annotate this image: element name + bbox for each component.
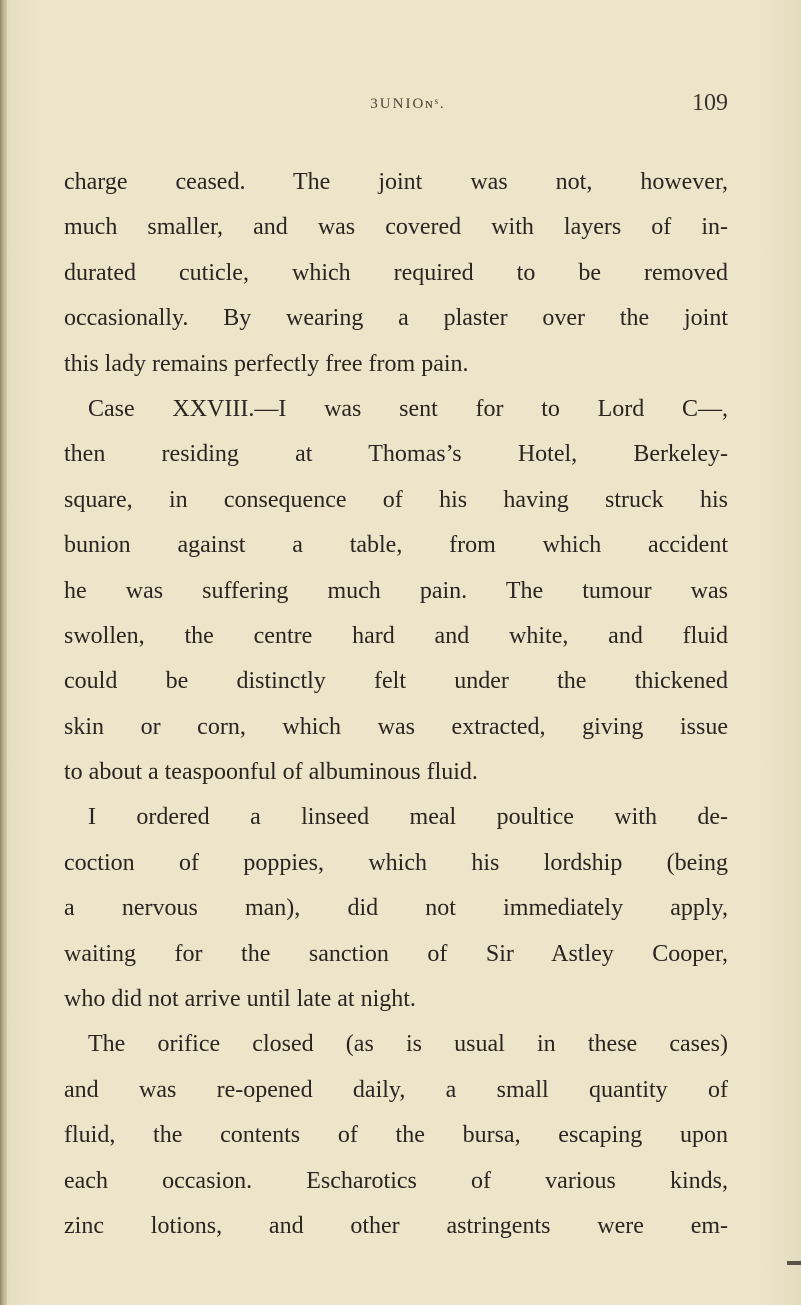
text-line: square, in consequence of his having struck his [64, 486, 728, 513]
text-line: fluid, the contents of the bursa, escaping upon [64, 1122, 728, 1149]
page-header [64, 90, 728, 122]
text-line: occasionally. By wearing a plaster over the joint [64, 305, 728, 332]
text-line: durated cuticle, which required to be removed [64, 259, 728, 286]
text-line: bunion against a table, from which accident [64, 532, 728, 559]
body-text [64, 160, 728, 1249]
text-line: to about a teaspoonful of albuminous fluid. [64, 759, 478, 786]
text-line: coction of poppies, which his lordship (being [64, 849, 728, 876]
text-line: a nervous man), did not immediately apply, [64, 895, 728, 922]
text-line: charge ceased. The joint was not, however, [64, 169, 728, 195]
text-line: skin or corn, which was extracted, giving issue [64, 713, 728, 740]
text-line: Case XXVIII.—I was sent for to Lord C—, [88, 395, 728, 422]
page-corner-mark [787, 1261, 801, 1265]
text-line: zinc lotions, and other astringents were em- [64, 1212, 728, 1239]
running-head: 3UNIOɴˢ. [370, 96, 446, 112]
text-line: could be distinctly felt under the thickened [64, 668, 728, 695]
page-number: 109 [692, 90, 728, 116]
text-line: each occasion. Escharotics of various kinds, [64, 1167, 728, 1194]
text-line: waiting for the sanction of Sir Astley Cooper, [64, 940, 728, 967]
text-line: The orifice closed (as is usual in these cases) [88, 1031, 728, 1058]
text-line: much smaller, and was covered with layers of in- [64, 214, 728, 241]
text-line: and was re-opened daily, a small quantity of [64, 1076, 728, 1103]
text-line: then residing at Thomas’s Hotel, Berkeley- [64, 441, 728, 468]
text-line: this lady remains perfectly free from pain. [64, 350, 469, 377]
text-line: who did not arrive until late at night. [64, 986, 416, 1013]
text-line: swollen, the centre hard and white, and fluid [64, 622, 728, 649]
text-line: he was suffering much pain. The tumour was [64, 577, 728, 604]
text-line: I ordered a linseed meal poultice with de- [88, 804, 728, 831]
page-gutter-edge [0, 0, 7, 1305]
